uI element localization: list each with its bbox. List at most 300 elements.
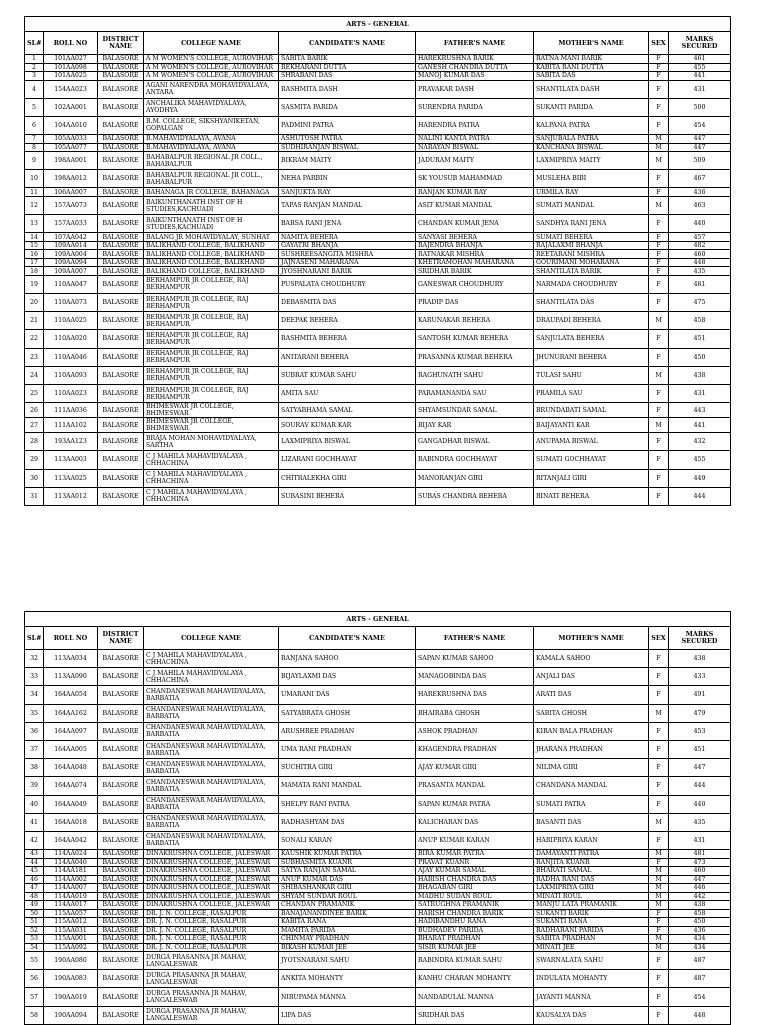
father-name-cell: NALINI KANTA PATRA xyxy=(416,135,534,144)
marks-secured-cell: 441 xyxy=(669,418,731,433)
sl-no-cell: 41 xyxy=(25,813,44,831)
father-name-cell: BIRA KUMAR PATRA xyxy=(416,850,534,859)
mother-name-cell: LAXMIPRIYA GIRI xyxy=(534,884,649,893)
mother-name-cell: ANJALI DAS xyxy=(534,668,649,686)
father-name-cell: KHETRAMOHAN MAHARANA xyxy=(416,258,534,267)
mother-name-cell: DRAUPADI BEHERA xyxy=(534,312,649,330)
table-row xyxy=(25,170,731,188)
table-row xyxy=(25,233,731,242)
marks-secured-cell: 455 xyxy=(669,451,731,469)
marks-secured-cell: 451 xyxy=(669,740,731,758)
table-row xyxy=(25,668,731,686)
roll-no-cell: 190AA094 xyxy=(44,1006,98,1024)
table-row xyxy=(25,469,731,487)
table-row xyxy=(25,850,731,859)
sex-cell: M xyxy=(649,813,669,831)
mother-name-header: MOTHER'S NAME xyxy=(534,627,649,650)
table-row xyxy=(25,116,731,134)
district-name-cell: BALASORE xyxy=(98,909,144,918)
marks-secured-header: MARKS SECURED xyxy=(669,32,731,55)
candidate-name-cell: JYOTSNARANI SAHU xyxy=(279,952,416,970)
district-name-cell: BALASORE xyxy=(98,813,144,831)
sex-cell: M xyxy=(649,196,669,214)
sl-no-cell: 35 xyxy=(25,704,44,722)
district-name-cell: BALASORE xyxy=(98,330,144,348)
table-row xyxy=(25,740,731,758)
district-name-cell: BALASORE xyxy=(98,850,144,859)
district-name-cell: BALASORE xyxy=(98,952,144,970)
college-name-cell: DURGA PRASANNA JR MAHAV, LANGALESWAR xyxy=(144,952,279,970)
sex-cell: F xyxy=(649,970,669,988)
sl-no-cell: 33 xyxy=(25,668,44,686)
table-row xyxy=(25,943,731,952)
college-name-cell: DR. J. N. COLLEGE, RASALPUR xyxy=(144,918,279,927)
candidate-name-cell: SUBASINI BEHERA xyxy=(279,487,416,505)
mother-name-cell: JHUNURANI BEHERA xyxy=(534,348,649,366)
table-body xyxy=(25,55,731,506)
college-name-cell: AGANI NARENDRA MOHAVIDYALAYA, ANTARA xyxy=(144,80,279,98)
table-row xyxy=(25,1006,731,1024)
marks-secured-header: MARKS SECURED xyxy=(669,627,731,650)
marks-secured-cell: 479 xyxy=(669,704,731,722)
mother-name-cell: KAMALA SAHOO xyxy=(534,650,649,668)
district-name-cell: BALASORE xyxy=(98,98,144,116)
sex-cell: F xyxy=(649,294,669,312)
mother-name-cell: KAUSALYA DAS xyxy=(534,1006,649,1024)
college-name-cell: DINAKRUSHNA COLLEGE, JALESWAR xyxy=(144,892,279,901)
sl-no-cell: 51 xyxy=(25,918,44,927)
marks-secured-cell: 481 xyxy=(669,850,731,859)
mother-name-cell: SUMATI MANDAL xyxy=(534,196,649,214)
candidate-name-cell: BARSA RANI JENA xyxy=(279,215,416,233)
sl-no-cell: 49 xyxy=(25,901,44,910)
marks-secured-cell: 440 xyxy=(669,795,731,813)
candidate-name-cell: RASHMITA DASH xyxy=(279,80,416,98)
candidate-name-cell: KAUSHIK KUMAR PATRA xyxy=(279,850,416,859)
header-row xyxy=(25,627,731,650)
college-name-cell: B.MAHAVIDYALAYA, AVANA xyxy=(144,135,279,144)
table-row xyxy=(25,970,731,988)
father-name-cell: SATRUGHNA PRAMANIK xyxy=(416,901,534,910)
results-table-1 xyxy=(24,16,731,506)
table-row xyxy=(25,926,731,935)
college-name-cell: C J MAHILA MAHAVIDYALAYA , CHHACHINA xyxy=(144,487,279,505)
college-name-cell: CHANDANESWAR MAHAVIDYALAYA, BARBATIA xyxy=(144,740,279,758)
candidate-name-cell: NIRUPAMA MANNA xyxy=(279,988,416,1006)
father-name-cell: AJAY KUMAR GIRI xyxy=(416,759,534,777)
candidate-name-cell: SASMITA PARIDA xyxy=(279,98,416,116)
mother-name-cell: KANCHANA BISWAL xyxy=(534,143,649,152)
mother-name-cell: SANJUBALA PATRA xyxy=(534,135,649,144)
roll-no-cell: 190AA019 xyxy=(44,988,98,1006)
college-name-cell: BALIKHAND COLLEGE, BALIKHAND xyxy=(144,241,279,250)
candidate-name-cell: AMITA SAU xyxy=(279,384,416,402)
candidate-name-cell: SUBHASMITA KUANR xyxy=(279,858,416,867)
sl-no-cell: 43 xyxy=(25,850,44,859)
district-name-header: DISTRICT NAME xyxy=(98,627,144,650)
father-name-cell: GANESH CHANDRA DUTTA xyxy=(416,63,534,72)
district-name-cell: BALASORE xyxy=(98,233,144,242)
district-name-cell: BALASORE xyxy=(98,63,144,72)
father-name-cell: BHARAT PRADHAN xyxy=(416,935,534,944)
table-row xyxy=(25,196,731,214)
mother-name-cell: BASANTI DAS xyxy=(534,813,649,831)
mother-name-cell: CHANDANA MANDAL xyxy=(534,777,649,795)
district-name-cell: BALASORE xyxy=(98,901,144,910)
sex-cell: M xyxy=(649,366,669,384)
sl-no-cell: 28 xyxy=(25,433,44,451)
mother-name-cell: INDULATA MOHANTY xyxy=(534,970,649,988)
college-name-cell: BHIMESWAR JR COLLEGE, BHIMESWAR xyxy=(144,403,279,418)
marks-secured-cell: 431 xyxy=(669,80,731,98)
sl-no-cell: 40 xyxy=(25,795,44,813)
sl-no-cell: 20 xyxy=(25,294,44,312)
district-name-cell: BALASORE xyxy=(98,988,144,1006)
sex-cell: F xyxy=(649,98,669,116)
sex-cell: F xyxy=(649,170,669,188)
roll-no-cell: 157AA073 xyxy=(44,196,98,214)
marks-secured-cell: 458 xyxy=(669,909,731,918)
marks-secured-cell: 432 xyxy=(669,433,731,451)
marks-secured-cell: 441 xyxy=(669,72,731,81)
candidate-name-cell: DEEPAK BEHERA xyxy=(279,312,416,330)
sex-cell: F xyxy=(649,1006,669,1024)
father-name-cell: HAREKRUSHNA BARIK xyxy=(416,55,534,64)
sex-cell: F xyxy=(649,275,669,293)
candidate-name-cell: DEBASMITA DAS xyxy=(279,294,416,312)
table-row xyxy=(25,892,731,901)
college-name-cell: DR. J. N. COLLEGE, RASALPUR xyxy=(144,926,279,935)
candidate-name-cell: RADHASHYAM DAS xyxy=(279,813,416,831)
table-row xyxy=(25,935,731,944)
district-name-cell: BALASORE xyxy=(98,418,144,433)
candidate-name-cell: SATYA RANJAN SAMAL xyxy=(279,867,416,876)
sex-cell: M xyxy=(649,901,669,910)
roll-no-cell: 114AA002 xyxy=(44,875,98,884)
mother-name-cell: PRAMILA SAU xyxy=(534,384,649,402)
table-row xyxy=(25,312,731,330)
candidate-name-cell: LIPA DAS xyxy=(279,1006,416,1024)
district-name-cell: BALASORE xyxy=(98,469,144,487)
table-row xyxy=(25,98,731,116)
father-name-cell: HARISH CHANDRA BARIK xyxy=(416,909,534,918)
candidate-name-cell: RASHMITA BEHERA xyxy=(279,330,416,348)
candidate-name-header: CANDIDATE'S NAME xyxy=(279,627,416,650)
father-name-cell: KHAGENDRA PRADHAN xyxy=(416,740,534,758)
district-name-cell: BALASORE xyxy=(98,55,144,64)
mother-name-cell: SABITA PRADHAN xyxy=(534,935,649,944)
district-name-cell: BALASORE xyxy=(98,704,144,722)
sex-cell: M xyxy=(649,850,669,859)
roll-no-cell: 102AA001 xyxy=(44,98,98,116)
sex-cell: F xyxy=(649,330,669,348)
roll-no-cell: 101AA027 xyxy=(44,55,98,64)
marks-secured-cell: 457 xyxy=(669,233,731,242)
district-name-cell: BALASORE xyxy=(98,384,144,402)
mother-name-cell: RADHA RANI DAS xyxy=(534,875,649,884)
sex-header: SEX xyxy=(649,32,669,55)
table-row xyxy=(25,143,731,152)
roll-no-cell: 164AA005 xyxy=(44,740,98,758)
father-name-cell: ASIT KUMAR MANDAL xyxy=(416,196,534,214)
marks-secured-cell: 448 xyxy=(669,258,731,267)
table-row xyxy=(25,433,731,451)
table-row xyxy=(25,384,731,402)
table-row xyxy=(25,487,731,505)
roll-no-cell: 105AA033 xyxy=(44,135,98,144)
roll-no-cell: 106AA007 xyxy=(44,188,98,197)
sl-no-cell: 16 xyxy=(25,250,44,259)
roll-no-cell: 114AA181 xyxy=(44,867,98,876)
roll-no-cell: 164AA018 xyxy=(44,813,98,831)
marks-secured-cell: 431 xyxy=(669,384,731,402)
father-name-cell: SK YOUSUB MAHAMMAD xyxy=(416,170,534,188)
college-name-cell: DR. J. N. COLLEGE, RASALPUR xyxy=(144,943,279,952)
sl-no-cell: 23 xyxy=(25,348,44,366)
district-name-cell: BALASORE xyxy=(98,777,144,795)
mother-name-cell: SUMATI GOCHHAYAT xyxy=(534,451,649,469)
sl-no-cell: 42 xyxy=(25,831,44,849)
roll-no-cell: 109AA014 xyxy=(44,241,98,250)
mother-name-cell: ARATI DAS xyxy=(534,686,649,704)
college-name-cell: C J MAHILA MAHAVIDYALAYA , CHHACHINA xyxy=(144,668,279,686)
district-name-cell: BALASORE xyxy=(98,433,144,451)
mother-name-header: MOTHER'S NAME xyxy=(534,32,649,55)
sex-cell: F xyxy=(649,403,669,418)
sl-no-cell: 14 xyxy=(25,233,44,242)
roll-no-cell: 114AA007 xyxy=(44,884,98,893)
marks-secured-cell: 446 xyxy=(669,884,731,893)
college-name-cell: B.MAHAVIDYALAYA, AVANA xyxy=(144,143,279,152)
marks-secured-cell: 461 xyxy=(669,55,731,64)
mother-name-cell: RATNA MANI BARIK xyxy=(534,55,649,64)
district-name-cell: BALASORE xyxy=(98,935,144,944)
marks-secured-cell: 491 xyxy=(669,686,731,704)
sex-cell: F xyxy=(649,250,669,259)
table-row xyxy=(25,135,731,144)
candidate-name-cell: SHIBASHANKAR GIRI xyxy=(279,884,416,893)
marks-secured-cell: 444 xyxy=(669,777,731,795)
candidate-name-cell: MAMATA RANI MANDAL xyxy=(279,777,416,795)
district-name-cell: BALASORE xyxy=(98,668,144,686)
mother-name-cell: MUSLEHA BIBI xyxy=(534,170,649,188)
sex-cell: F xyxy=(649,686,669,704)
marks-secured-cell: 454 xyxy=(669,988,731,1006)
district-name-cell: BALASORE xyxy=(98,72,144,81)
father-name-cell: NARAYAN BISWAL xyxy=(416,143,534,152)
table-row xyxy=(25,418,731,433)
table-row xyxy=(25,875,731,884)
father-name-cell: PARAMANANDA SAU xyxy=(416,384,534,402)
sex-cell: M xyxy=(649,875,669,884)
college-name-cell: BERHAMPUR JR COLLEGE, RAJ BERHAMPUR xyxy=(144,275,279,293)
table-row xyxy=(25,330,731,348)
college-name-cell: CHANDANESWAR MAHAVIDYALAYA, BARBATIA xyxy=(144,759,279,777)
sex-cell: F xyxy=(649,233,669,242)
father-name-cell: PRADIP DAS xyxy=(416,294,534,312)
father-name-cell: PRAVAT KUANR xyxy=(416,858,534,867)
table-row xyxy=(25,366,731,384)
sex-header: SEX xyxy=(649,627,669,650)
roll-no-cell: 114AA019 xyxy=(44,892,98,901)
sl-no-cell: 22 xyxy=(25,330,44,348)
sl-no-cell: 31 xyxy=(25,487,44,505)
father-name-cell: RABINDRA KUMAR SAHU xyxy=(416,952,534,970)
college-name-cell: BAIKUNTHANATH INST OF H STUDIES,KACHUADI xyxy=(144,196,279,214)
roll-no-header: ROLL NO xyxy=(44,32,98,55)
marks-secured-cell: 434 xyxy=(669,943,731,952)
sex-cell: F xyxy=(649,348,669,366)
candidate-name-cell: SUSHREESANGITA MISHRA xyxy=(279,250,416,259)
table-row xyxy=(25,988,731,1006)
sex-cell: F xyxy=(649,55,669,64)
father-name-cell: KALICHARAN DAS xyxy=(416,813,534,831)
college-name-cell: C J MAHILA MAHAVIDYALAYA , CHHACHINA xyxy=(144,469,279,487)
candidate-name-cell: SHRABANI DAS xyxy=(279,72,416,81)
roll-no-cell: 164AA074 xyxy=(44,777,98,795)
mother-name-cell: BINATI BEHERA xyxy=(534,487,649,505)
district-name-cell: BALASORE xyxy=(98,926,144,935)
father-name-cell: CHANDAN KUMAR JENA xyxy=(416,215,534,233)
mother-name-cell: KABITA RANI DUTTA xyxy=(534,63,649,72)
father-name-cell: KANHU CHARAN MOHANTY xyxy=(416,970,534,988)
roll-no-cell: 101AA025 xyxy=(44,72,98,81)
mother-name-cell: SUMATI BEHERA xyxy=(534,233,649,242)
sex-cell: F xyxy=(649,433,669,451)
roll-no-cell: 113AA025 xyxy=(44,469,98,487)
marks-secured-cell: 454 xyxy=(669,116,731,134)
sex-cell: F xyxy=(649,831,669,849)
candidate-name-cell: UMA RANI PRADHAN xyxy=(279,740,416,758)
marks-secured-cell: 453 xyxy=(669,722,731,740)
sl-no-cell: 19 xyxy=(25,275,44,293)
district-name-cell: BALASORE xyxy=(98,196,144,214)
district-name-cell: BALASORE xyxy=(98,312,144,330)
table-row xyxy=(25,152,731,170)
college-name-cell: A M WOMEN'S COLLEGE, AUROVIHAR xyxy=(144,63,279,72)
sex-cell: F xyxy=(649,909,669,918)
district-name-cell: BALASORE xyxy=(98,970,144,988)
sl-no-cell: 8 xyxy=(25,143,44,152)
marks-secured-cell: 458 xyxy=(669,312,731,330)
father-name-cell: KARUNAKAR BEHERA xyxy=(416,312,534,330)
sl-no-cell: 7 xyxy=(25,135,44,144)
mother-name-cell: SUMATI PATRA xyxy=(534,795,649,813)
father-name-cell: SUBAS CHANDRA BEHERA xyxy=(416,487,534,505)
district-name-cell: BALASORE xyxy=(98,867,144,876)
father-name-cell: ANUP KUMAR KARAN xyxy=(416,831,534,849)
college-name-cell: CHANDANESWAR MAHAVIDYALAYA, BARBATIA xyxy=(144,795,279,813)
table-row xyxy=(25,722,731,740)
marks-secured-cell: 447 xyxy=(669,143,731,152)
marks-secured-cell: 447 xyxy=(669,759,731,777)
college-name-cell: BAHANAGA JR COLLEGE, BAHANAGA xyxy=(144,188,279,197)
table-row xyxy=(25,795,731,813)
district-name-cell: BALASORE xyxy=(98,740,144,758)
candidate-name-cell: TAPAS RANJAN MANDAL xyxy=(279,196,416,214)
table-row xyxy=(25,704,731,722)
mother-name-cell: KALPANA PATRA xyxy=(534,116,649,134)
sex-cell: F xyxy=(649,722,669,740)
marks-secured-cell: 431 xyxy=(669,831,731,849)
roll-no-header: ROLL NO xyxy=(44,627,98,650)
sl-no-cell: 27 xyxy=(25,418,44,433)
district-name-cell: BALASORE xyxy=(98,188,144,197)
marks-secured-cell: 436 xyxy=(669,926,731,935)
roll-no-cell: 157AA033 xyxy=(44,215,98,233)
father-name-cell: SRIDHAR DAS xyxy=(416,1006,534,1024)
mother-name-cell: NILIMA GIRI xyxy=(534,759,649,777)
college-name-cell: BAIKUNTHANATH INST OF H STUDIES,KACHUADI xyxy=(144,215,279,233)
district-name-cell: BALASORE xyxy=(98,294,144,312)
district-name-cell: BALASORE xyxy=(98,795,144,813)
district-name-cell: BALASORE xyxy=(98,258,144,267)
district-name-cell: BALASORE xyxy=(98,943,144,952)
college-name-cell: DURGA PRASANNA JR MAHAV, LANGALESWAR xyxy=(144,1006,279,1024)
marks-secured-cell: 448 xyxy=(669,1006,731,1024)
college-name-cell: CHANDANESWAR MAHAVIDYALAYA, BARBATIA xyxy=(144,722,279,740)
table-row xyxy=(25,813,731,831)
roll-no-cell: 110AA046 xyxy=(44,348,98,366)
mother-name-cell: REETARANI MISHRA xyxy=(534,250,649,259)
marks-secured-cell: 487 xyxy=(669,970,731,988)
table-row xyxy=(25,403,731,418)
roll-no-cell: 154AA023 xyxy=(44,80,98,98)
candidate-name-cell: PUSPALATA CHOUDHURY xyxy=(279,275,416,293)
father-name-header: FATHER'S NAME xyxy=(416,32,534,55)
candidate-name-cell: CHANDAN PRAMANIK xyxy=(279,901,416,910)
marks-secured-cell: 475 xyxy=(669,294,731,312)
roll-no-cell: 104AA010 xyxy=(44,116,98,134)
father-name-cell: SAPAN KUMAR PATRA xyxy=(416,795,534,813)
table-row xyxy=(25,858,731,867)
candidate-name-cell: SATYABRATA GHOSH xyxy=(279,704,416,722)
college-name-cell: DINAKRUSHNA COLLEGE, JALESWAR xyxy=(144,858,279,867)
table-row xyxy=(25,80,731,98)
college-name-cell: DR. J. N. COLLEGE, RASALPUR xyxy=(144,909,279,918)
mother-name-cell: SANDHYA RANI JENA xyxy=(534,215,649,233)
roll-no-cell: 115AA031 xyxy=(44,926,98,935)
sl-no-cell: 6 xyxy=(25,116,44,134)
candidate-name-cell: NEHA PARBIN xyxy=(279,170,416,188)
candidate-name-cell: ARUSHREE PRADHAN xyxy=(279,722,416,740)
marks-secured-cell: 481 xyxy=(669,275,731,293)
college-name-cell: DINAKRUSHNA COLLEGE, JALESWAR xyxy=(144,875,279,884)
college-name-cell: DR. J. N. COLLEGE, RASALPUR xyxy=(144,935,279,944)
mother-name-cell: MINATI ROUL xyxy=(534,892,649,901)
roll-no-cell: 110AA093 xyxy=(44,366,98,384)
candidate-name-cell: JYOSHNARANI BARIK xyxy=(279,267,416,276)
sex-cell: F xyxy=(649,188,669,197)
sex-cell: F xyxy=(649,650,669,668)
candidate-name-cell: ANITARANI BEHERA xyxy=(279,348,416,366)
marks-secured-cell: 473 xyxy=(669,858,731,867)
roll-no-cell: 111AA036 xyxy=(44,403,98,418)
sl-no-cell: 9 xyxy=(25,152,44,170)
candidate-name-cell: BIKRAM MAITY xyxy=(279,152,416,170)
marks-secured-cell: 438 xyxy=(669,366,731,384)
candidate-name-cell: BIJAYLAXMI DAS xyxy=(279,668,416,686)
college-name-cell: ANCHALIKA MAHAVIDYALAYA, AYODHYA xyxy=(144,98,279,116)
sl-no-cell: 52 xyxy=(25,926,44,935)
roll-no-cell: 105AA077 xyxy=(44,143,98,152)
father-name-cell: NANDADULAL MANNA xyxy=(416,988,534,1006)
roll-no-cell: 113AA003 xyxy=(44,451,98,469)
sex-cell: F xyxy=(649,215,669,233)
sex-cell: F xyxy=(649,72,669,81)
marks-secured-cell: 487 xyxy=(669,952,731,970)
college-name-cell: BHIMESWAR JR COLLEGE, BHIMESWAR xyxy=(144,418,279,433)
